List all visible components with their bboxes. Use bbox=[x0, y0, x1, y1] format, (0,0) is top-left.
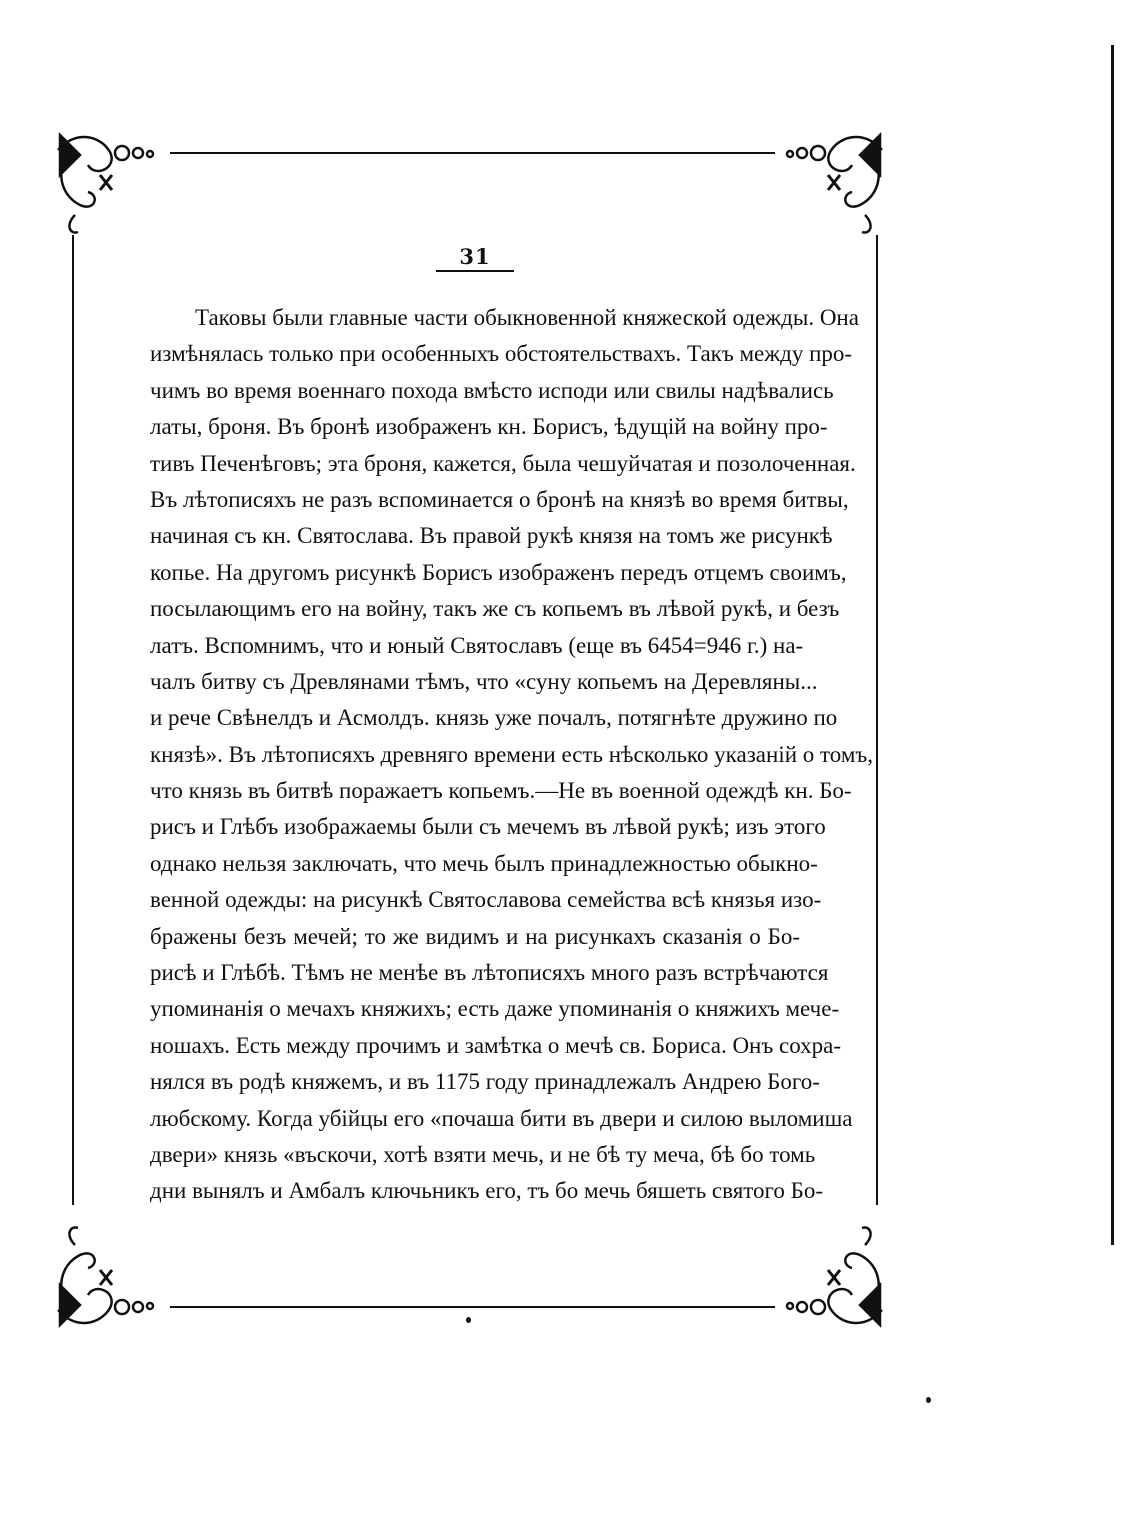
text-line: венной одежды: на рисункѣ Святославова семейства всѣ князья изо- bbox=[150, 887, 822, 913]
ink-speck bbox=[466, 1317, 471, 1323]
corner-ornament-bottom-left bbox=[58, 1227, 153, 1325]
text-line: нялся въ родѣ княжемъ, и въ 1175 году принадлежалъ Андрею Бого- bbox=[150, 1069, 820, 1095]
text-line: копье. На другомъ рисункѣ Борисъ изображенъ передъ отцемъ своимъ, bbox=[150, 559, 847, 585]
corner-ornament-top-left bbox=[58, 135, 153, 233]
page-number-rule bbox=[436, 270, 514, 272]
text-line: латы, броня. Въ бронѣ изображенъ кн. Борисъ, ѣдущій на войну про- bbox=[150, 414, 828, 440]
text-line: однако нельзя заключать, что мечь былъ принадлежностью обыкно- bbox=[150, 850, 818, 876]
ink-speck bbox=[926, 1397, 931, 1403]
text-line: измѣнялась только при особенныхъ обстоятельствахъ. Такъ между про- bbox=[150, 341, 853, 367]
scan-edge-line bbox=[1111, 45, 1114, 1245]
text-line: посылающимъ его на войну, такъ же съ копьемъ въ лѣвой рукѣ, и безъ bbox=[150, 596, 840, 622]
text-line: бражены безъ мечей; то же видимъ и на рисункахъ сказанія о Бо- bbox=[150, 923, 800, 949]
text-line: дни вынялъ и Амбалъ ключьникъ его, тъ бо мечь бяшеть святого Бо- bbox=[150, 1178, 823, 1204]
body-text bbox=[150, 300, 874, 1210]
text-line: двери» князь «въскочи, хотѣ взяти мечь, и не бѣ ту меча, бѣ бо томь bbox=[150, 1141, 816, 1167]
text-line: тивъ Печенѣговъ; эта броня, кажется, была чешуйчатая и позолоченная. bbox=[150, 450, 856, 476]
corner-ornament-top-right bbox=[787, 135, 882, 233]
text-line: что князь въ битвѣ поражаетъ копьемъ.—Не въ военной одеждѣ кн. Бо- bbox=[150, 778, 852, 804]
text-line: Таковы были главные части обыкновенной княжеской одежды. Она bbox=[195, 305, 859, 330]
text-line: начиная съ кн. Святослава. Въ правой рукѣ князя на томъ же рисункѣ bbox=[150, 523, 833, 549]
text-line: чалъ битву съ Древлянами тѣмъ, что «суну копьемъ на Деревляны... bbox=[150, 668, 818, 694]
text-line: чимъ во время военнаго похода вмѣсто исподи или свилы надѣвались bbox=[150, 377, 834, 403]
text-line: латъ. Вспомнимъ, что и юный Святославъ (еще въ 6454=946 г.) на- bbox=[150, 632, 804, 658]
text-line: и рече Свѣнелдъ и Асмолдъ. князь уже почалъ, потягнѣте дружино по bbox=[150, 705, 838, 731]
text-line: Въ лѣтописяхъ не разъ вспоминается о бронѣ на князѣ во время битвы, bbox=[150, 486, 849, 512]
text-line: упоминанія о мечахъ княжихъ; есть даже упоминанія о княжихъ мече- bbox=[150, 996, 840, 1022]
text-line: князѣ». Въ лѣтописяхъ древняго времени есть нѣсколько указаній о томъ, bbox=[150, 741, 874, 767]
text-line: рисъ и Глѣбъ изображаемы были съ мечемъ въ лѣвой рукѣ; изъ этого bbox=[150, 814, 826, 840]
text-line: любскому. Когда убійцы его «почаша бити въ двери и силою выломиша bbox=[150, 1105, 853, 1131]
corner-ornament-bottom-right bbox=[787, 1227, 882, 1325]
page-number: 31 bbox=[459, 244, 491, 269]
text-line: рисѣ и Глѣбѣ. Тѣмъ не менѣе въ лѣтописяхъ много разъ встрѣчаются bbox=[150, 960, 829, 986]
text-line: ношахъ. Есть между прочимъ и замѣтка о мечѣ св. Бориса. Онъ сохра- bbox=[150, 1032, 842, 1058]
